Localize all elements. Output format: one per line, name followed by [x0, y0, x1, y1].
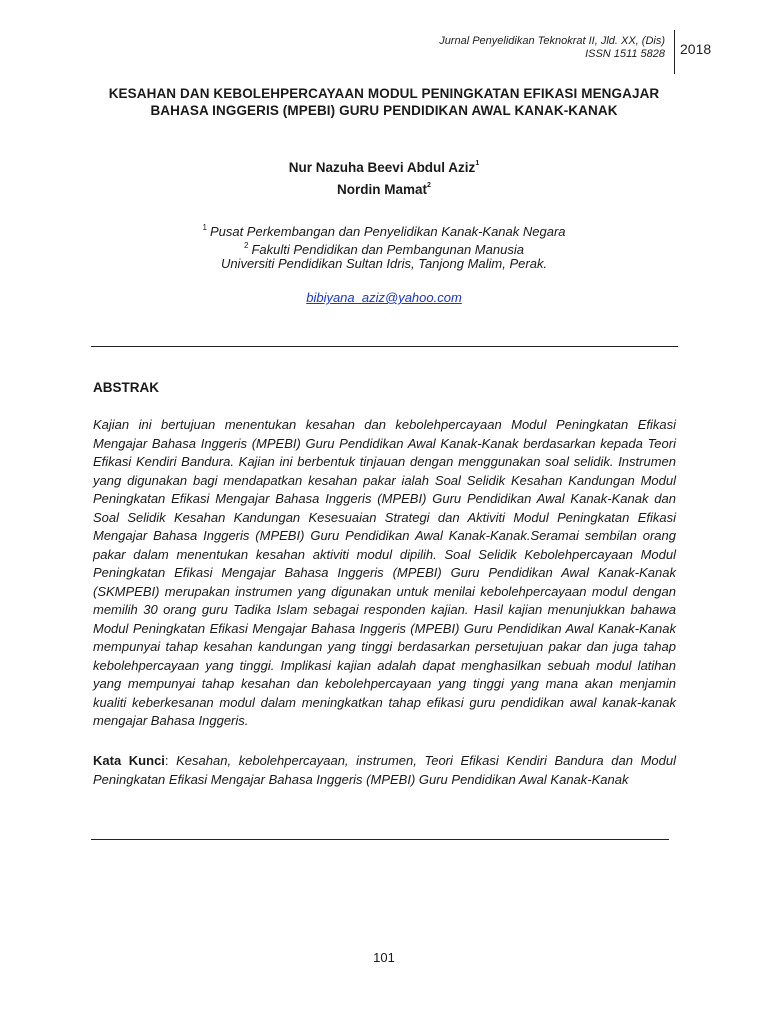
paper-title-line-1: KESAHAN DAN KEBOLEHPERCAYAAN MODUL PENINGKATAN EFIKASI MENGAJAR: [108, 86, 660, 101]
author-email: [0, 290, 768, 305]
author-affiliation-mark: 1: [475, 160, 480, 167]
keywords-separator: :: [164, 753, 177, 768]
author-2: [0, 182, 768, 197]
top-divider: [91, 346, 678, 347]
affiliation-mark: 1: [202, 223, 207, 232]
paper-title: [60, 85, 708, 119]
affiliation-mark: 2: [244, 241, 249, 250]
paper-title-line-2: BAHASA INGGERIS (MPEBI) GURU PENDIDIKAN AWAL KANAK-KANAK: [150, 103, 618, 118]
author-name: Nur Nazuha Beevi Abdul Aziz: [288, 160, 476, 175]
affiliation-text: Universiti Pendidikan Sultan Idris, Tanjong Malim, Perak.: [220, 256, 548, 271]
page-number: 101: [373, 950, 395, 965]
affiliation-3: [0, 255, 768, 273]
affiliation-text: Fakulti Pendidikan dan Pembangunan Manusia: [251, 242, 524, 257]
header-divider: [674, 30, 675, 74]
bottom-divider: [91, 839, 669, 840]
author-affiliation-mark: 2: [427, 182, 431, 189]
keywords-text: Kesahan, kebolehpercayaan, instrumen, Teori Efikasi Kendiri Bandura dan Modul Peningkatan Efikasi Mengajar Bahasa Inggeris (MPEBI) Guru Pendidikan Awal Kanak-Kanak: [93, 753, 676, 787]
author-name: Nordin Mamat: [337, 182, 428, 197]
abstract-heading: ABSTRAK: [93, 380, 159, 395]
keywords-label: Kata Kunci: [93, 753, 165, 768]
abstract-body: Kajian ini bertujuan menentukan kesahan dan kebolehpercayaan Modul Peningkatan Efikasi Mengajar Bahasa Inggeris (MPEBI) Guru Pendidikan Awal Kanak-Kanak berdasarkan kepada Teori Efikasi Kendiri Bandura. Kajian ini berbentuk tinjauan dengan menggunakan soal selidik. Instrumen yang digunakan bagi mendapatkan kesahan pakar ialah Soal Selidik Kesahan Kandungan Modul Peningkatan Efikasi Mengajar Bahasa Inggeris (MPEBI) Guru Pendidikan Awal Kanak-Kanak dan Soal Selidik Kesahan Kandungan Kesesuaian Strategi dan Aktiviti Modul Peningkatan Efikasi Mengajar Bahasa Inggeris (MPEBI) Guru Pendidikan Awal Kanak-Kanak.Seramai sembilan orang pakar dalam menentukan kesahan aktiviti modul dipilih. Soal Selidik Kebolehpercayaan Modul Peningkatan Efikasi Mengajar Bahasa Inggeris (MPEBI) Guru Pendidikan Awal Kanak-Kanak (SKMPEBI) merupakan instrumen yang digunakan untuk menilai kebolehpercayaan modul dengan memilih 30 orang guru Tadika Islam sebagai responden kajian. Hasil kajian menunjukkan bahawa Modul Peningkatan Efikasi Mengajar Bahasa Inggeris (MPEBI) Guru Pendidikan Awal Kanak-Kanak mempunyai tahap kesahan kandungan yang tinggi berdasarkan persetujuan pakar dan juga tahap kebolehpercayaan yang tinggi. Implikasi kajian adalah dapat menghasilkan sebuah modul latihan yang mempunyai tahap kesahan dan kebolehpercayaan yang tinggi yang mana akan menjamin kualiti keberkesanan modul dalam meningkatkan tahap efikasi guru pendidikan awal kanak-kanak mengajar Bahasa Inggeris.: [93, 417, 676, 728]
affiliation-text: Pusat Perkembangan dan Penyelidikan Kanak-Kanak Negara: [209, 224, 566, 239]
journal-issn: ISSN 1511 5828: [585, 48, 665, 60]
email-link[interactable]: bibiyana_aziz@yahoo.com: [306, 290, 462, 305]
journal-citation: [439, 35, 665, 61]
keywords: [93, 752, 676, 789]
journal-year: 2018: [680, 41, 712, 57]
author-1: [0, 160, 768, 175]
journal-name: Jurnal Penyelidikan Teknokrat II, Jld. XX, (Dis): [439, 35, 665, 47]
